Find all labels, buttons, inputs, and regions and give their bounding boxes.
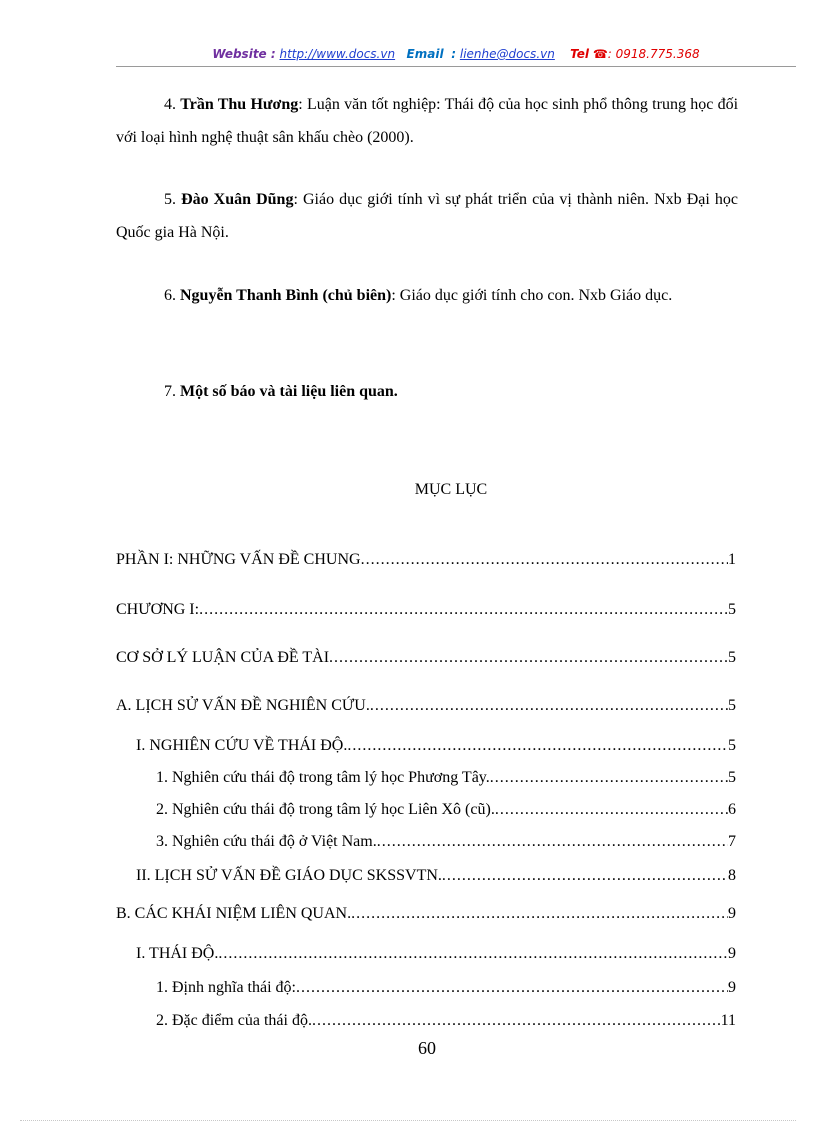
toc-entry-text: I. THÁI ĐỘ. bbox=[136, 945, 219, 962]
toc-leader-dots bbox=[442, 866, 728, 886]
phone-number: : 0918.775.368 bbox=[607, 47, 700, 61]
phone-icon: ☎ bbox=[592, 47, 608, 61]
reference-text: : Giáo dục giới tính vì sự phát triển của vị thành niên. Nxb Đại học Quốc gia Hà Nội. bbox=[116, 191, 738, 241]
toc-leader-dots bbox=[377, 832, 728, 852]
reference-text: : Luận văn tốt nghiệp: Thái độ của học sinh phổ thông trung học đối với loại hình nghệ thuật sân khấu chèo (2000). bbox=[116, 96, 739, 146]
toc-entry-text: 1. Nghiên cứu thái độ trong tâm lý học Phương Tây. bbox=[156, 769, 490, 786]
toc-entry-text: 3. Nghiên cứu thái độ ở Việt Nam. bbox=[156, 833, 377, 850]
toc-leader-dots bbox=[312, 1011, 721, 1031]
reference-item bbox=[116, 88, 738, 154]
toc-entry-page: 5 bbox=[728, 769, 736, 786]
toc-entry[interactable] bbox=[136, 736, 736, 756]
reference-author: Trần Thu Hương bbox=[180, 96, 299, 113]
email-link[interactable]: lienhe@docs.vn bbox=[459, 47, 555, 61]
toc-entry-page: 5 bbox=[728, 601, 736, 618]
toc-entry[interactable] bbox=[156, 832, 736, 852]
toc-entry[interactable] bbox=[116, 550, 736, 570]
toc-entry[interactable] bbox=[156, 1011, 736, 1031]
toc-entry[interactable] bbox=[116, 696, 736, 716]
reference-item bbox=[116, 375, 738, 408]
toc-entry[interactable] bbox=[116, 648, 736, 668]
toc-leader-dots bbox=[351, 904, 728, 924]
reference-item bbox=[116, 279, 738, 312]
toc-entry-page: 5 bbox=[728, 649, 736, 666]
reference-number: 7. bbox=[164, 383, 176, 400]
toc-entry-page: 11 bbox=[720, 1012, 736, 1029]
toc-entry-text: CƠ SỞ LÝ LUẬN CỦA ĐỀ TÀI bbox=[116, 649, 330, 666]
header-divider bbox=[116, 66, 796, 67]
toc-entry-page: 8 bbox=[728, 867, 736, 884]
toc-entry[interactable] bbox=[156, 800, 736, 820]
reference-number: 5. bbox=[164, 191, 176, 208]
email-label: Email bbox=[406, 47, 444, 61]
reference-item bbox=[116, 183, 738, 249]
toc-entry-text: 2. Nghiên cứu thái độ trong tâm lý học Liên Xô (cũ). bbox=[156, 801, 495, 818]
toc-entry[interactable] bbox=[116, 600, 736, 620]
toc-entry-text: A. LỊCH SỬ VẤN ĐỀ NGHIÊN CỨU. bbox=[116, 697, 370, 714]
tel-label: Tel bbox=[570, 47, 589, 61]
toc-entry-page: 9 bbox=[728, 979, 736, 996]
toc-entry-page: 5 bbox=[728, 737, 736, 754]
toc-leader-dots bbox=[370, 696, 728, 716]
toc-entry-page: 9 bbox=[728, 905, 736, 922]
toc-entry-text: B. CÁC KHÁI NIỆM LIÊN QUAN. bbox=[116, 905, 352, 922]
toc-entry-text: 1. Định nghĩa thái độ: bbox=[156, 979, 296, 996]
toc-entry[interactable] bbox=[136, 944, 736, 964]
reference-author: Đào Xuân Dũng bbox=[181, 191, 294, 208]
website-label: Website : bbox=[212, 47, 276, 61]
reference-author: Nguyễn Thanh Bình bbox=[180, 287, 319, 304]
page-bottom-border bbox=[20, 1120, 796, 1121]
toc-entry-page: 9 bbox=[728, 945, 736, 962]
page-header bbox=[116, 47, 796, 67]
reference-author: Một số báo và tài liệu liên quan. bbox=[180, 383, 398, 400]
toc-title: MỤC LỤC bbox=[414, 481, 488, 498]
toc-entry-page: 6 bbox=[728, 801, 736, 818]
toc-entry-text: PHẦN I: NHỮNG VẤN ĐỀ CHUNG bbox=[116, 551, 361, 568]
toc-entry[interactable] bbox=[116, 904, 736, 924]
reference-author-role: (chủ biên) bbox=[318, 287, 392, 304]
toc-leader-dots bbox=[361, 550, 728, 570]
toc-leader-dots bbox=[199, 600, 728, 620]
toc-leader-dots bbox=[495, 800, 728, 820]
reference-number: 6. bbox=[164, 287, 176, 304]
toc-entry-text: II. LỊCH SỬ VẤN ĐỀ GIÁO DỤC SKSSVTN. bbox=[136, 867, 442, 884]
email-separator: : bbox=[451, 47, 457, 61]
toc-leader-dots bbox=[296, 978, 728, 998]
toc-leader-dots bbox=[490, 768, 728, 788]
toc-entry-text: 2. Đặc điểm của thái độ. bbox=[156, 1012, 312, 1029]
toc-entry-text: CHƯƠNG I: bbox=[116, 601, 200, 618]
toc-entry[interactable] bbox=[156, 768, 736, 788]
website-link[interactable]: http://www.docs.vn bbox=[279, 47, 396, 61]
toc-entry-page: 7 bbox=[728, 833, 736, 850]
page-number: 60 bbox=[418, 1038, 436, 1058]
toc-entry-page: 5 bbox=[728, 697, 736, 714]
reference-text: : Giáo dục giới tính cho con. Nxb Giáo dục. bbox=[391, 287, 673, 304]
toc-entry[interactable] bbox=[136, 866, 736, 886]
toc-entry-page: 1 bbox=[728, 551, 736, 568]
toc-entry-text: I. NGHIÊN CỨU VỀ THÁI ĐỘ. bbox=[136, 737, 348, 754]
toc-entry[interactable] bbox=[156, 978, 736, 998]
reference-number: 4. bbox=[164, 96, 176, 113]
toc-leader-dots bbox=[329, 648, 728, 668]
toc-leader-dots bbox=[347, 736, 728, 756]
toc-leader-dots bbox=[218, 944, 728, 964]
